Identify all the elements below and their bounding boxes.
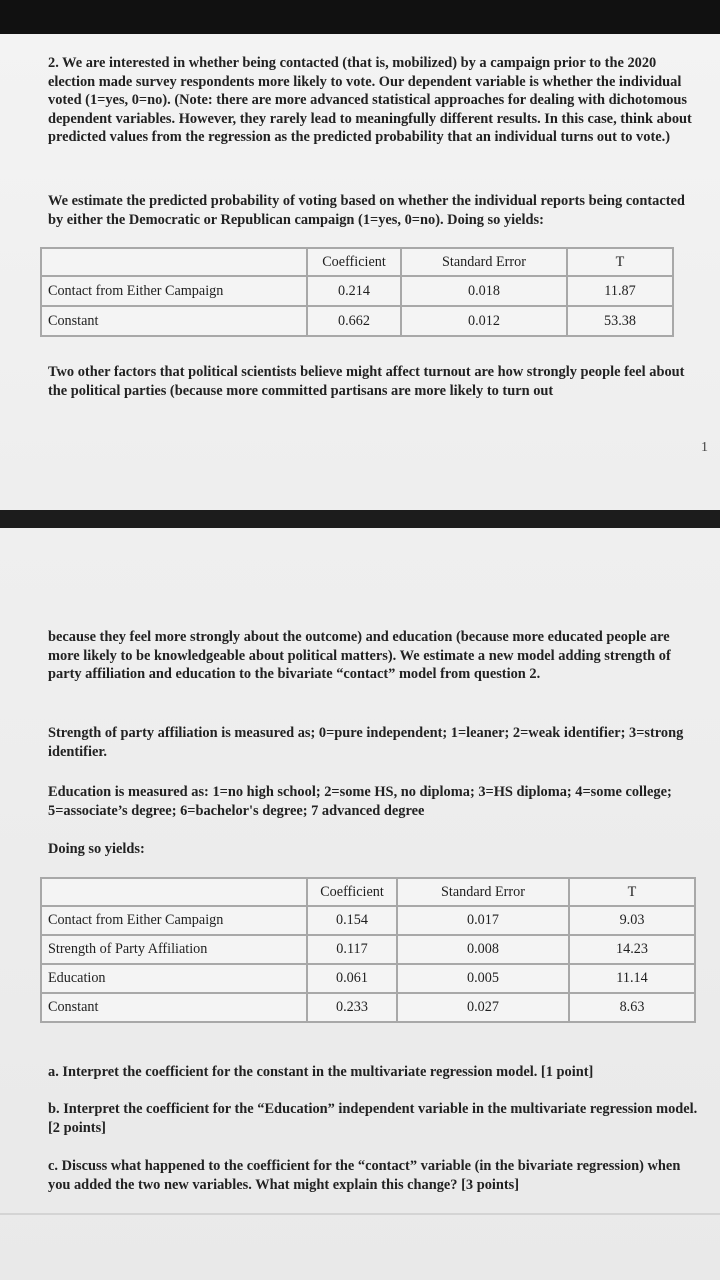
table-header-t: T [569,878,695,906]
doing-so-yields-text: Doing so yields: [48,841,145,857]
coefficient-cell: 0.117 [307,935,397,964]
row-label: Constant [41,306,307,336]
coefficient-cell: 0.061 [307,964,397,993]
table-header-blank [41,878,307,906]
table-row [41,993,695,1022]
standard-error-cell: 0.008 [397,935,569,964]
row-label: Education [41,964,307,993]
table-header-blank [41,248,307,276]
top-black-bar [0,0,720,34]
table-header-coefficient: Coefficient [307,248,401,276]
coefficient-cell: 0.214 [307,276,401,306]
education-text: Education is measured as: 1=no high school; 2=some HS, no diploma; 3=HS diploma; 4=some college; 5=associate’s degree; 6=bachelor's degree; 7 advanced degree [48,784,672,819]
party-affiliation-text: Strength of party affiliation is measured as; 0=pure independent; 1=leaner; 2=weak identifier; 3=strong identifier. [48,725,684,760]
table-row [41,964,695,993]
table-row [41,935,695,964]
t-cell: 11.87 [567,276,673,306]
standard-error-cell: 0.027 [397,993,569,1022]
table-header-standard-error: Standard Error [397,878,569,906]
t-cell: 14.23 [569,935,695,964]
table-header-t: T [567,248,673,276]
table-row [41,906,695,935]
row-label: Contact from Either Campaign [41,906,307,935]
estimate-text: We estimate the predicted probability of voting based on whether the individual reports being contacted by either the Democratic or Republican campaign (1=yes, 0=no). Doing so yields: [48,193,685,228]
t-cell: 11.14 [569,964,695,993]
multivariate-regression-table [40,877,696,1023]
question-c: c. Discuss what happened to the coefficient for the “contact” variable (in the bivariate regression) when you added the two new variables. What might explain this change? [3 points] [48,1158,681,1193]
bivariate-regression-table [40,247,674,337]
question-a: a. Interpret the coefficient for the constant in the multivariate regression model. [1 point] [48,1064,594,1080]
continued-text: Two other factors that political scientists believe might affect turnout are how strongly people feel about the political parties (because more committed partisans are more likely to turn out [48,364,685,399]
question-2-text: 2. We are interested in whether being contacted (that is, mobilized) by a campaign prior to the 2020 election made survey respondents more likely to vote. Our dependent variable is whether the individual voted (1=yes, 0=no). (Note: there are more advanced statistical approaches for dealing with dichotomous dependent variables. However, they rarely lead to meaningfully different results. In this case, think about predicted values from the regression as the predicted probability that an individual turns out to vote.) [48,55,692,145]
table-row [41,306,673,336]
continuation-text: because they feel more strongly about the outcome) and education (because more educated people are more likely to be knowledgeable about political matters). We estimate a new model adding strength of party affiliation and education to the bivariate “contact” model from question 2. [48,629,671,682]
table-header-standard-error: Standard Error [401,248,567,276]
t-cell: 53.38 [567,306,673,336]
coefficient-cell: 0.233 [307,993,397,1022]
row-label: Strength of Party Affiliation [41,935,307,964]
t-cell: 9.03 [569,906,695,935]
page-number: 1 [701,440,708,455]
table-header-row [41,878,695,906]
table-header-coefficient: Coefficient [307,878,397,906]
t-cell: 8.63 [569,993,695,1022]
standard-error-cell: 0.017 [397,906,569,935]
coefficient-cell: 0.662 [307,306,401,336]
question-b: b. Interpret the coefficient for the “Education” independent variable in the multivariate regression model. [2 points] [48,1101,698,1136]
standard-error-cell: 0.012 [401,306,567,336]
standard-error-cell: 0.005 [397,964,569,993]
coefficient-cell: 0.154 [307,906,397,935]
row-label: Constant [41,993,307,1022]
page-divider [0,510,720,528]
standard-error-cell: 0.018 [401,276,567,306]
table-header-row [41,248,673,276]
bottom-edge-line [0,1213,720,1215]
row-label: Contact from Either Campaign [41,276,307,306]
table-row [41,276,673,306]
